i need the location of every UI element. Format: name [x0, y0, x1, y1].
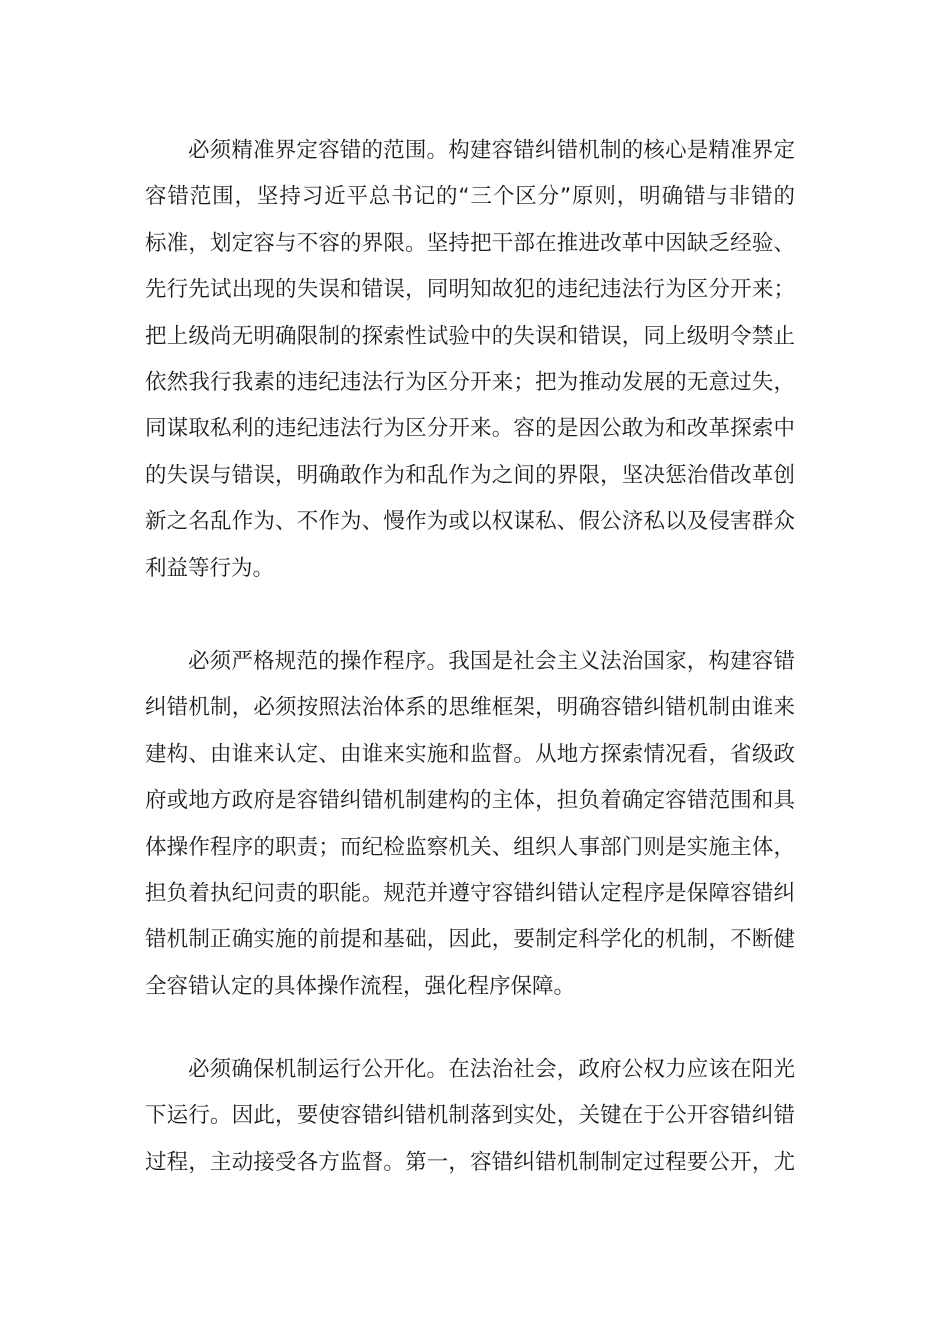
- text-line: 必须确保机制运行公开化。在法治社会，政府公权力应该在阳光: [188, 1057, 795, 1082]
- text-line: 依然我行我素的违纪违法行为区分开来；把为推动发展的无意过失，: [145, 369, 795, 395]
- text-line: 纠错机制，必须按照法治体系的思维框架，明确容错纠错机制由谁来: [145, 695, 795, 721]
- text-line: 必须精准界定容错的范围。构建容错纠错机制的核心是精准界定: [188, 138, 795, 163]
- text-line: 错机制正确实施的前提和基础，因此，要制定科学化的机制，不断健: [145, 927, 795, 953]
- text-line: 的失误与错误，明确敢作为和乱作为之间的界限，坚决惩治借改革创: [145, 462, 795, 488]
- text-line: 必须严格规范的操作程序。我国是社会主义法治国家，构建容错: [188, 649, 795, 674]
- text-line: 过程，主动接受各方监督。第一，容错纠错机制制定过程要公开，尤: [145, 1149, 795, 1175]
- text-line: 标准，划定容与不容的界限。坚持把干部在推进改革中因缺乏经验、: [145, 230, 795, 256]
- text-line: 担负着执纪问责的职能。规范并遵守容错纠错认定程序是保障容错纠: [145, 880, 795, 906]
- text-line: 把上级尚无明确限制的探索性试验中的失误和错误，同上级明令禁止: [145, 323, 795, 349]
- paragraph-public-operation: [145, 1047, 795, 1186]
- paragraph-tolerance-scope: [145, 128, 795, 592]
- text-line: 新之名乱作为、不作为、慢作为或以权谋私、假公济私以及侵害群众: [145, 509, 795, 535]
- text-line: 全容错认定的具体操作流程，强化程序保障。: [145, 973, 576, 999]
- text-line: 先行先试出现的失误和错误，同明知故犯的违纪违法行为区分开来；: [145, 277, 795, 303]
- text-line: 体操作程序的职责；而纪检监察机关、组织人事部门则是实施主体，: [145, 834, 795, 860]
- text-line: 下运行。因此，要使容错纠错机制落到实处，关键在于公开容错纠错: [145, 1103, 795, 1129]
- text-line: 利益等行为。: [145, 555, 275, 581]
- text-line: 容错范围，坚持习近平总书记的“三个区分”原则，明确错与非错的: [145, 184, 795, 210]
- paragraph-operating-procedure: [145, 639, 795, 1010]
- text-line: 府或地方政府是容错纠错机制建构的主体，担负着确定容错范围和具: [145, 788, 795, 814]
- text-line: 同谋取私利的违纪违法行为区分开来。容的是因公敢为和改革探索中: [145, 416, 795, 442]
- text-line: 建构、由谁来认定、由谁来实施和监督。从地方探索情况看，省级政: [145, 741, 795, 767]
